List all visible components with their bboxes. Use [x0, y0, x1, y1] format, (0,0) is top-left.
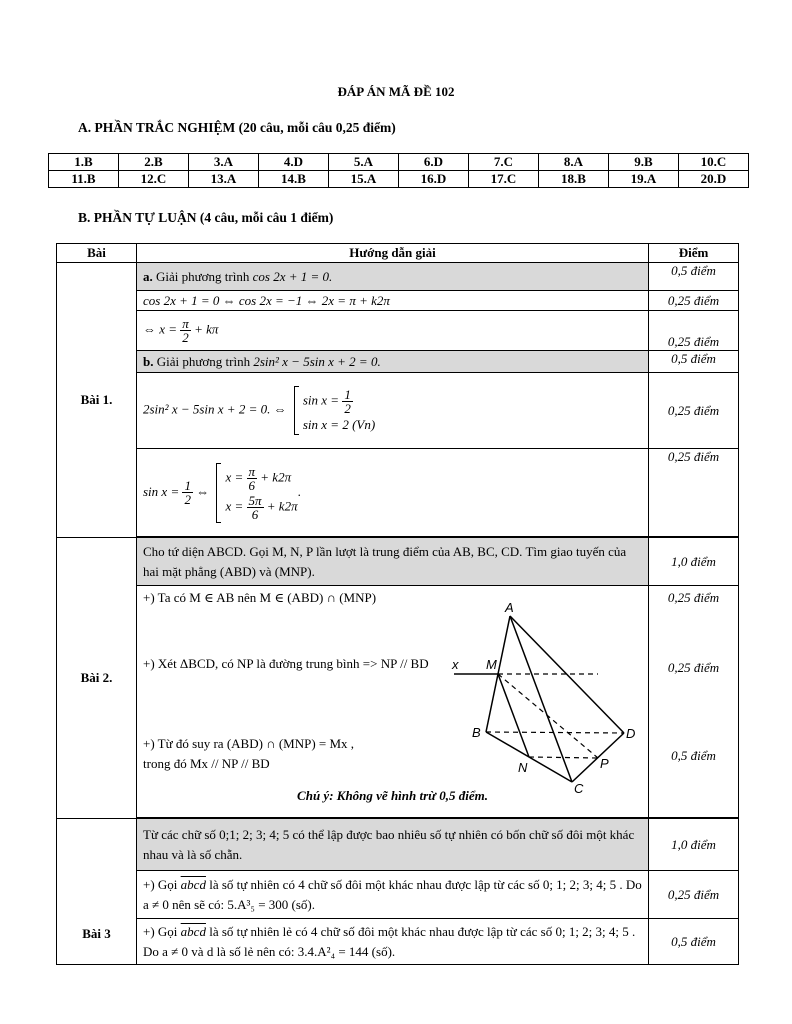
tetrahedron-figure	[446, 596, 646, 796]
answer-key-table	[48, 153, 749, 188]
score: 0,25 điểm	[649, 291, 739, 311]
table-header-row	[57, 244, 739, 263]
header-guide: Hướng dẫn giải	[137, 244, 649, 263]
label-d: D	[626, 726, 636, 741]
section-b-heading: B. PHẦN TỰ LUẬN (4 câu, mỗi câu 1 điểm)	[78, 210, 334, 225]
part-b-text: Giải phương trình	[153, 353, 254, 369]
label-x: x	[452, 657, 459, 672]
bai1-step4: sin x = $\frac{1}{2}$ ⇔ x = $\frac{\pi}{6}$ + k2π x = $\frac{5\pi}{6}$ + k2π .	[137, 449, 649, 537]
score: 0,5 điểm	[649, 263, 739, 291]
answer-cell: 6.D	[399, 154, 469, 171]
answer-cell: 10.C	[679, 154, 749, 171]
answer-cell: 7.C	[469, 154, 539, 171]
answer-cell: 16.D	[399, 171, 469, 188]
answer-cell: 18.B	[539, 171, 609, 188]
answer-cell: 15.A	[329, 171, 399, 188]
part-b-label: b.	[143, 353, 154, 369]
table-row	[57, 351, 739, 373]
part-a-label: a.	[143, 268, 153, 284]
table-row	[57, 871, 739, 919]
page-title: ĐÁP ÁN MÃ ĐỀ 102	[337, 84, 455, 99]
answer-cell: 2.B	[119, 154, 189, 171]
answer-cell: 20.D	[679, 171, 749, 188]
answer-cell: 1.B	[49, 154, 119, 171]
fraction: $\frac{\pi}{6}$	[248, 463, 256, 493]
equation-system: sin x = $\frac{1}{2}$ sin x = 2 (Vn)	[294, 386, 375, 435]
label-p: P	[600, 756, 609, 771]
part-a-text: Giải phương trình	[152, 268, 253, 284]
bai2-label: Bài 2.	[57, 538, 137, 819]
score: 0,25 điểm	[649, 373, 739, 449]
fraction: $\frac{1}{2}$	[184, 478, 191, 507]
table-row	[57, 819, 739, 871]
table-row	[57, 373, 739, 449]
bai2-scores	[649, 586, 739, 818]
equation-system: x = $\frac{\pi}{6}$ + k2π x = $\frac{5\pi}{6}$ + k2π	[216, 463, 297, 523]
table-row	[57, 538, 739, 586]
bai1-part-a	[137, 263, 649, 291]
answer-cell: 11.B	[49, 171, 119, 188]
table-row	[57, 311, 739, 351]
answer-cell: 8.A	[539, 154, 609, 171]
label-n: N	[518, 760, 528, 775]
bai2-problem: Cho tứ diện ABCD. Gọi M, N, P lần lượt là trung điểm của AB, BC, CD. Tìm giao tuyến của hai mặt phẳng (ABD) và (MNP).	[137, 538, 649, 586]
answer-cell: 5.A	[329, 154, 399, 171]
fraction: $\frac{\pi}{2}$	[182, 316, 189, 345]
answer-cell: 17.C	[469, 171, 539, 188]
bai3-label: Bài 3	[57, 819, 137, 965]
bai1-step3: 2sin² x − 5sin x + 2 = 0. ⇔ sin x = $\frac{1}{2}$ sin x = 2 (Vn)	[137, 373, 649, 449]
score: 0,25 điểm	[649, 871, 739, 919]
header-score: Điểm	[649, 244, 739, 263]
score: 0,5 điểm	[649, 919, 739, 965]
answer-cell: 13.A	[189, 171, 259, 188]
fraction: $\frac{5\pi}{6}$	[248, 492, 262, 522]
bai2-step3b: trong đó Mx // NP // BD	[143, 756, 270, 771]
score: 0,5 điểm	[671, 748, 716, 763]
fraction: $\frac{1}{2}$	[344, 387, 351, 416]
bai2-step2: +) Xét ΔBCD, có NP là đường trung bình => NP // BD	[143, 656, 429, 671]
edge-bd-hidden	[486, 732, 624, 733]
score: 0,25 điểm	[667, 660, 720, 675]
label-m: M	[486, 657, 497, 672]
bai2-note: Chú ý: Không vẽ hình trừ 0,5 điểm.	[297, 788, 488, 803]
table-row	[57, 291, 739, 311]
answer-cell: 9.B	[609, 154, 679, 171]
bai1-step1: cos 2x + 1 = 0 ⇔ cos 2x = −1 ⇔ 2x = π + k2π	[137, 291, 649, 311]
bai1-step2: ⇔ x = $\frac{\pi}{2}$ + kπ	[137, 311, 649, 351]
score: 0,25 điểm	[667, 590, 720, 605]
label-a: A	[505, 600, 514, 615]
answer-cell: 3.A	[189, 154, 259, 171]
bai3-step2: +) Gọi abcd là số tự nhiên lẻ có 4 chữ số đôi một khác nhau được lập từ các số 0; 1; 2; 3; 4; 5 . Do a ≠ 0 và d là số lẻ nên có: 3.4.A²₄ = 144 (số).	[137, 919, 649, 965]
answer-cell: 19.A	[609, 171, 679, 188]
table-row	[57, 919, 739, 965]
table-row	[57, 263, 739, 291]
bai3-step1: +) Gọi abcd là số tự nhiên có 4 chữ số đôi một khác nhau được lập từ các số 0; 1; 2; 3; 4; 5 . Do a ≠ 0 nên sẽ có: 5.A³₅ = 300 (số).	[137, 871, 649, 919]
bai1-label: Bài 1.	[57, 263, 137, 538]
score: 1,0 điểm	[649, 819, 739, 871]
part-b-equation: 2sin² x − 5sin x + 2 = 0.	[253, 353, 381, 369]
label-c: C	[574, 781, 584, 796]
part-a-equation: cos 2x + 1 = 0.	[252, 268, 333, 284]
table-row	[57, 449, 739, 537]
bai2-step3a: +) Từ đó suy ra (ABD) ∩ (MNP) = Mx ,	[143, 736, 355, 751]
score: 1,0 điểm	[649, 538, 739, 586]
answer-row-2	[49, 171, 749, 188]
score: 0,25 điểm	[649, 449, 739, 537]
header-bai: Bài	[57, 244, 137, 263]
bai3-problem: Từ các chữ số 0;1; 2; 3; 4; 5 có thể lập được bao nhiêu số tự nhiên có bốn chữ số đôi một khác nhau và là số chẵn.	[137, 819, 649, 871]
score: 0,25 điểm	[649, 311, 739, 351]
label-b: B	[472, 725, 481, 740]
answer-cell: 12.C	[119, 171, 189, 188]
bai1-part-b	[137, 351, 649, 373]
answer-cell: 4.D	[259, 154, 329, 171]
bai2-step1: +) Ta có M ∈ AB nên M ∈ (ABD) ∩ (MNP)	[143, 590, 377, 605]
answer-row-1	[49, 154, 749, 171]
section-a-heading: A. PHẦN TRẮC NGHIỆM (20 câu, mỗi câu 0,25 điểm)	[78, 120, 396, 135]
answer-cell: 14.B	[259, 171, 329, 188]
score: 0,5 điểm	[649, 351, 739, 373]
